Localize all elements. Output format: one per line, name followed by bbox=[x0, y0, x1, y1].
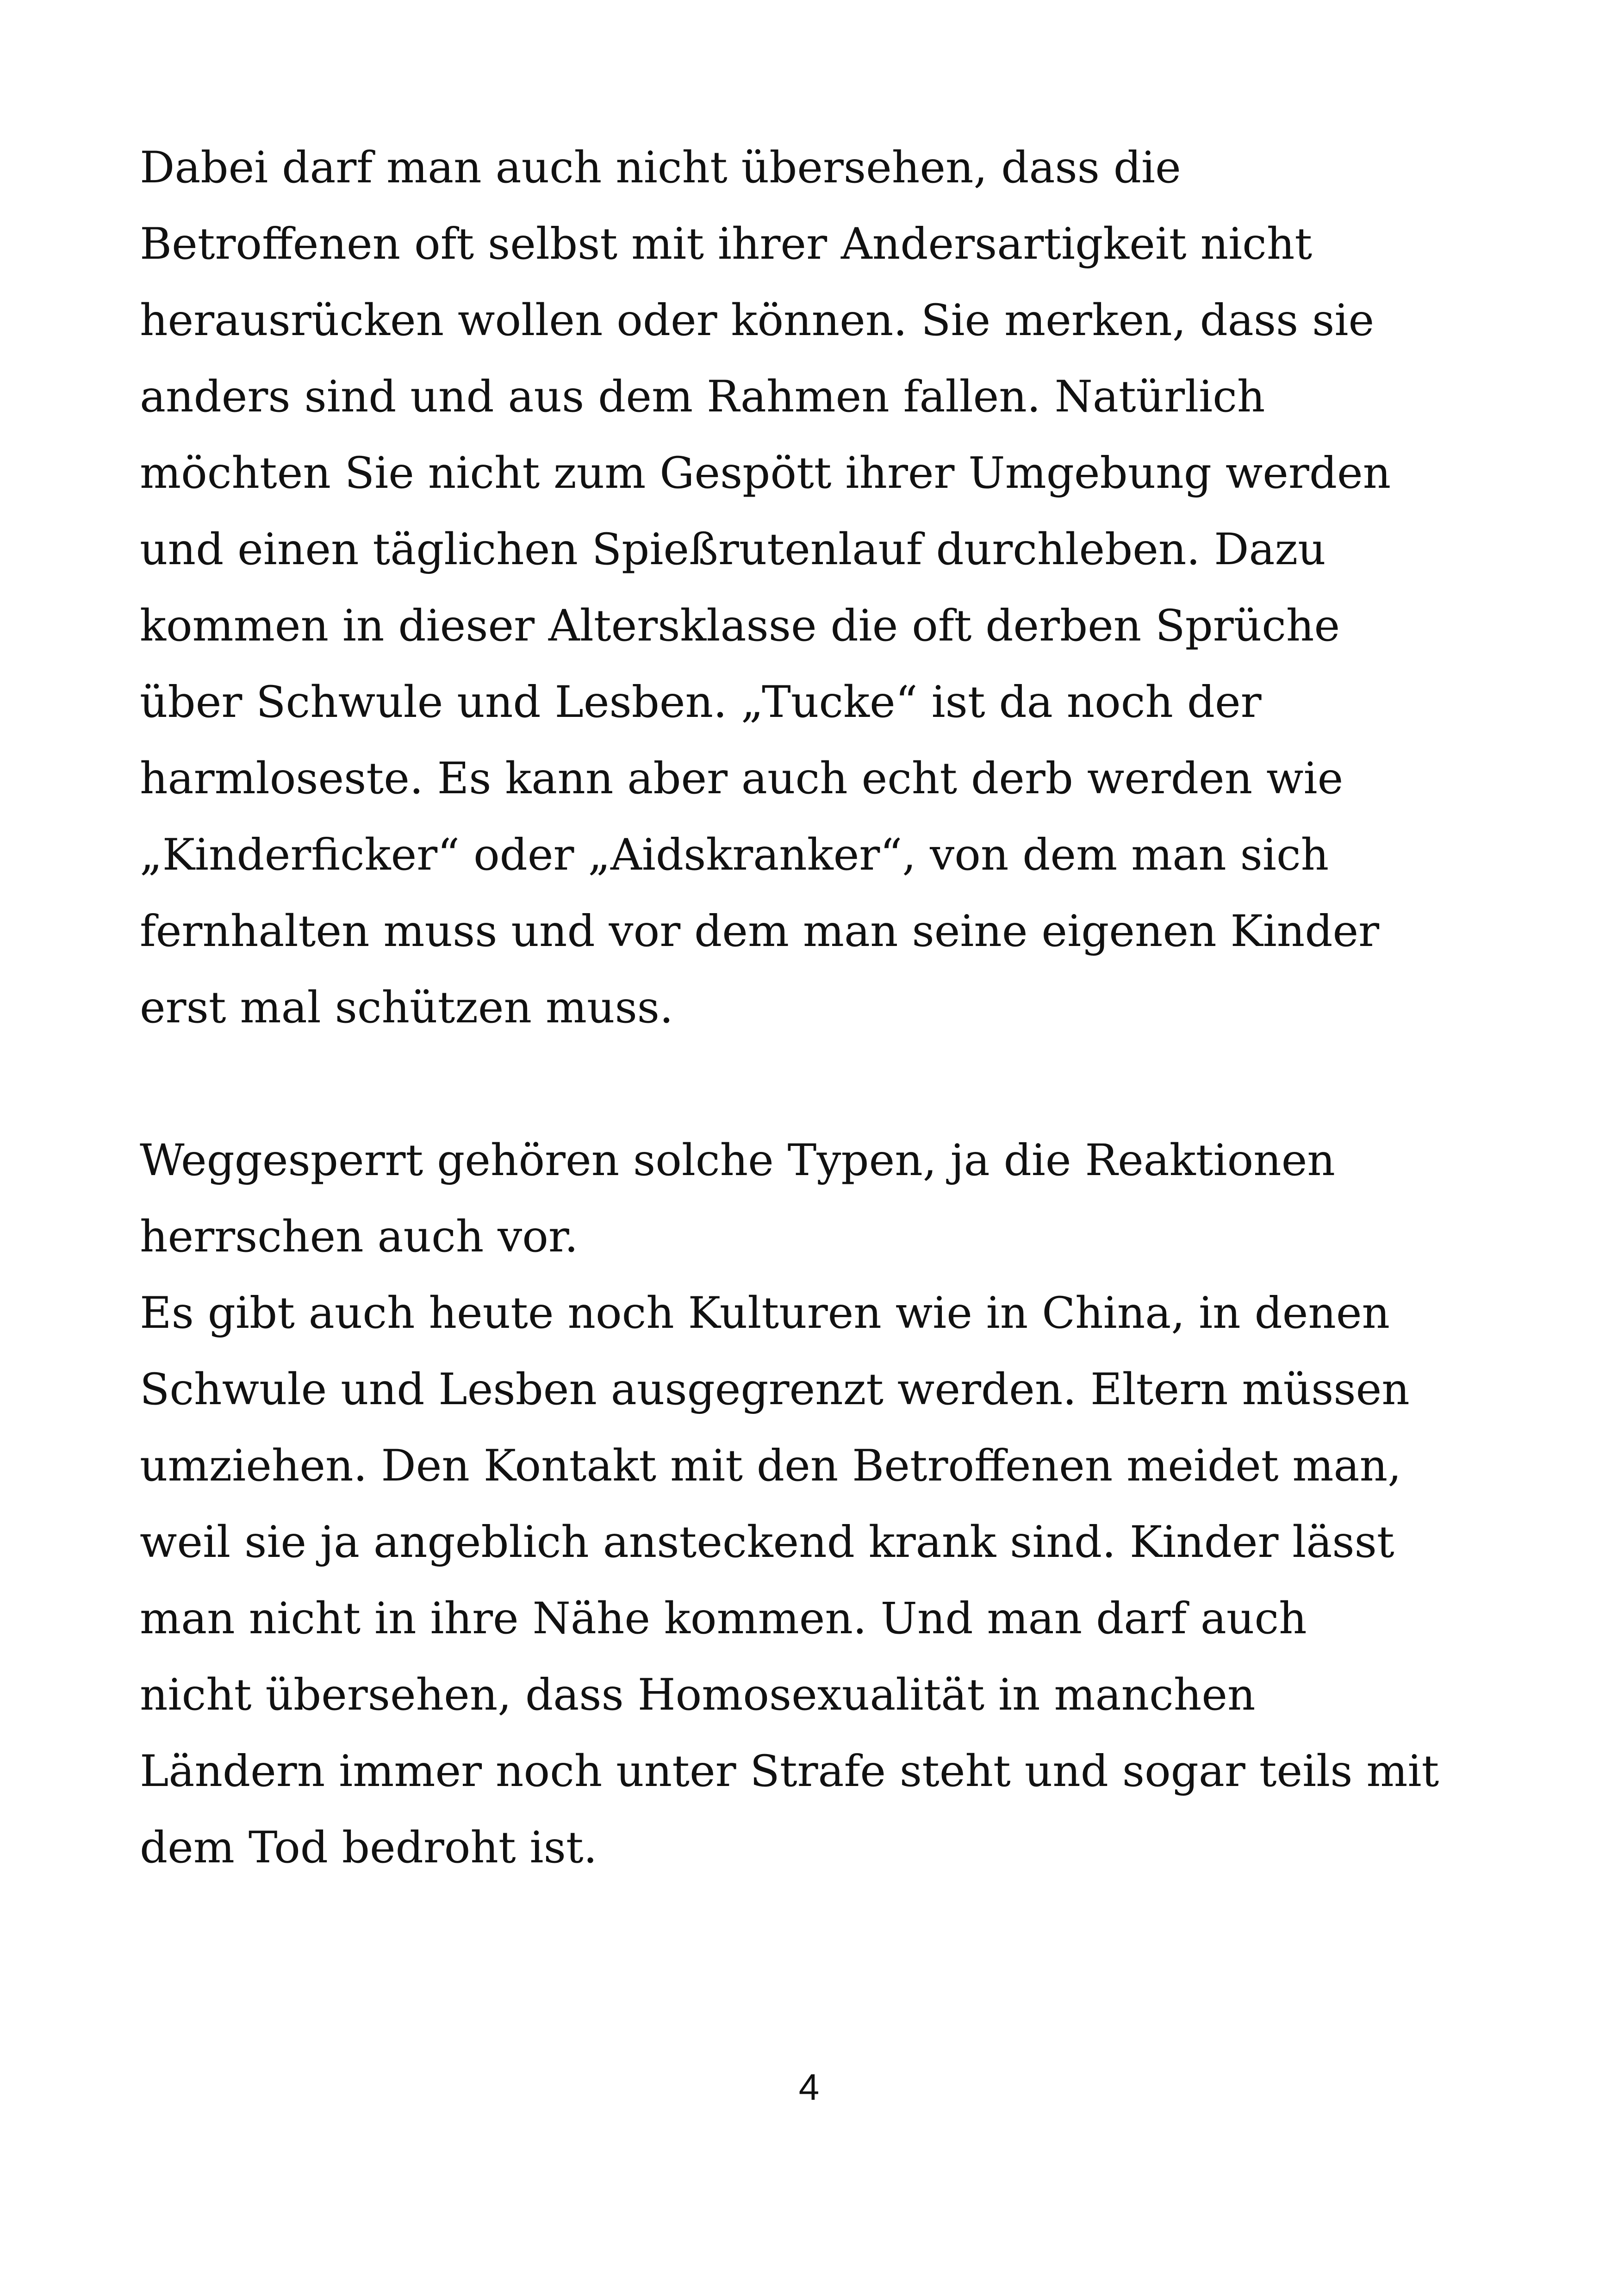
text-line: anders sind und aus dem Rahmen fallen. Natürlich bbox=[140, 372, 1265, 422]
text-line: kommen in dieser Altersklasse die oft derben Sprüche bbox=[140, 601, 1340, 651]
text-line: Schwule und Lesben ausgegrenzt werden. Eltern müssen bbox=[140, 1364, 1410, 1415]
text-line: Betroffenen oft selbst mit ihrer Andersartigkeit nicht bbox=[140, 219, 1313, 269]
text-line: Dabei darf man auch nicht übersehen, dass die bbox=[140, 143, 1181, 193]
text-line: Ländern immer noch unter Strafe steht und sogar teils mit bbox=[140, 1746, 1439, 1797]
body-text bbox=[140, 130, 1528, 1886]
text-line: nicht übersehen, dass Homosexualität in manchen bbox=[140, 1670, 1256, 1720]
text-line: möchten Sie nicht zum Gespött ihrer Umgebung werden bbox=[140, 448, 1391, 498]
text-line: fernhalten muss und vor dem man seine eigenen Kinder bbox=[140, 906, 1380, 957]
text-line: Weggesperrt gehören solche Typen, ja die Reaktionen bbox=[140, 1135, 1335, 1186]
text-line: herrschen auch vor. bbox=[140, 1212, 579, 1262]
paragraph-2 bbox=[140, 1122, 1528, 1275]
text-line: harmloseste. Es kann aber auch echt derb werden wie bbox=[140, 753, 1344, 804]
text-line: umziehen. Den Kontakt mit den Betroffenen meidet man, bbox=[140, 1441, 1401, 1491]
text-line: herausrücken wollen oder können. Sie merken, dass sie bbox=[140, 295, 1375, 346]
text-line: über Schwule und Lesben. „Tucke“ ist da noch der bbox=[140, 677, 1262, 728]
text-line: und einen täglichen Spießrutenlauf durchleben. Dazu bbox=[140, 524, 1326, 575]
text-line: „Kinderficker“ oder „Aidskranker“, von dem man sich bbox=[140, 830, 1329, 880]
text-line: man nicht in ihre Nähe kommen. Und man darf auch bbox=[140, 1593, 1307, 1644]
text-line: Es gibt auch heute noch Kulturen wie in China, in denen bbox=[140, 1288, 1390, 1338]
text-line: erst mal schützen muss. bbox=[140, 983, 673, 1033]
paragraph-spacer bbox=[140, 1046, 1528, 1122]
paragraph-1 bbox=[140, 130, 1528, 1046]
paragraph-3 bbox=[140, 1275, 1528, 1886]
page-number: 4 bbox=[798, 2066, 820, 2108]
text-line: weil sie ja angeblich ansteckend krank sind. Kinder lässt bbox=[140, 1517, 1394, 1568]
text-line: dem Tod bedroht ist. bbox=[140, 1823, 597, 1873]
